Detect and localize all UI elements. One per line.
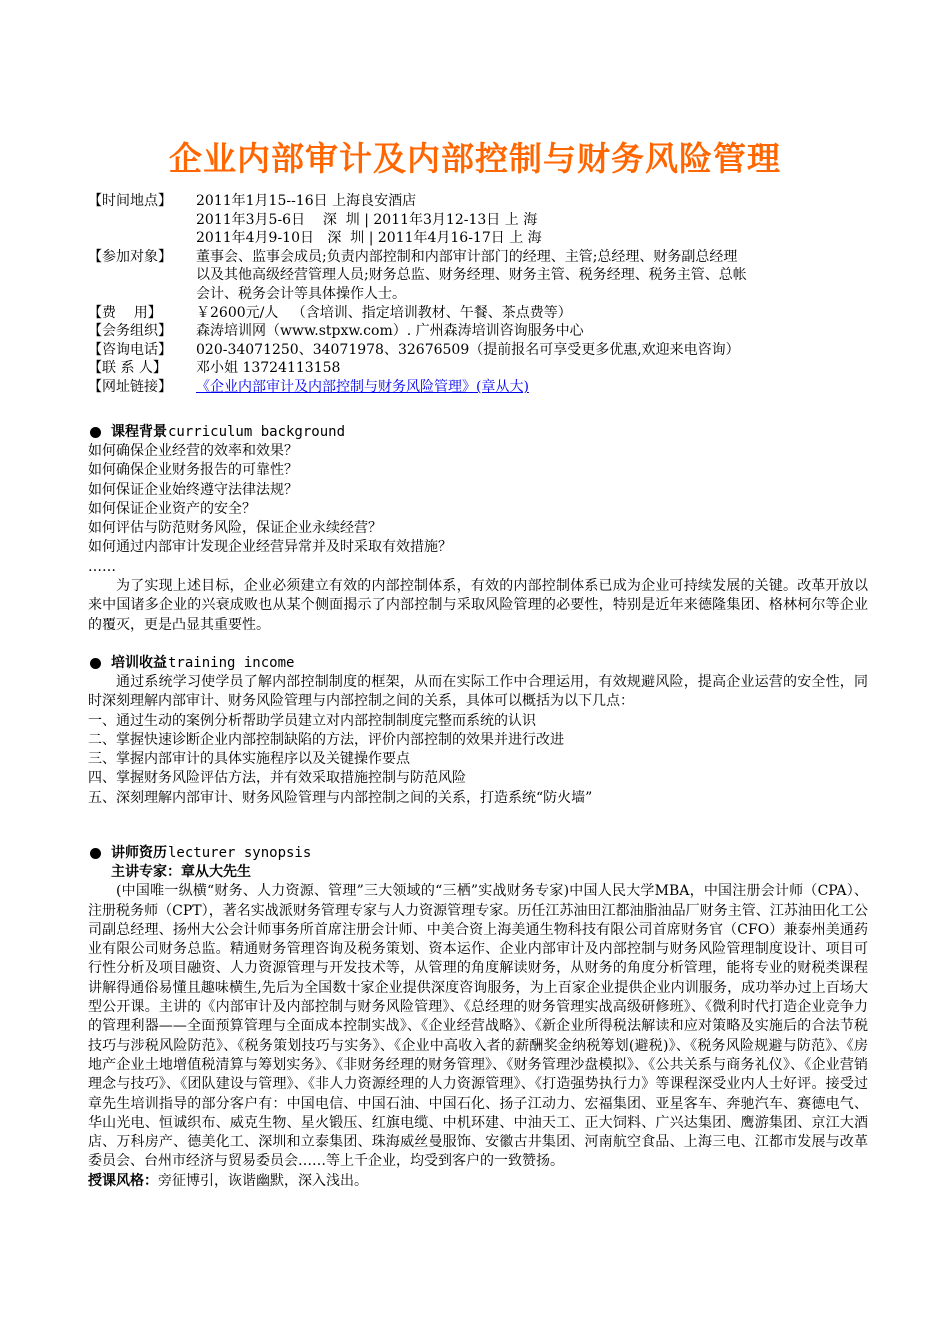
- style-label: 授课风格：: [88, 1172, 158, 1189]
- info-row-audience: [88, 248, 878, 304]
- organizer-value: 森涛培训网（www.stpxw.com）. 广州森涛培训咨询服务中心: [196, 323, 584, 340]
- course-info: [88, 192, 878, 397]
- question-item: 如何确保企业财务报告的可靠性？: [88, 462, 298, 479]
- info-row-fee: [88, 304, 878, 323]
- info-label: 【参加对象】: [88, 248, 172, 265]
- section-title: 讲师资历: [111, 844, 167, 861]
- info-label: 【咨询电话】: [88, 341, 172, 358]
- section-benefits: [88, 654, 868, 808]
- time-line: 2011年1月15--16日 上海良安酒店: [196, 193, 417, 209]
- time-line: 2011年3月5-6日 深 圳 | 2011年3月12-13日 上 海: [196, 211, 538, 228]
- info-row-organizer: [88, 322, 878, 341]
- course-link[interactable]: 《企业内部审计及内部控制与财务风险管理》(章从大): [196, 378, 529, 395]
- benefit-item: 三、掌握内部审计的具体实施程序以及关键操作要点: [88, 751, 410, 768]
- info-row-phone: [88, 341, 878, 360]
- fee-value: ￥2600元/人 （含培训、指定培训教材、午餐、茶点费等）: [196, 304, 572, 321]
- question-item: 如何保证企业始终遵守法律法规？: [88, 481, 298, 498]
- info-label: 【时间地点】: [88, 193, 172, 209]
- info-label: 【费 用】: [88, 304, 162, 321]
- section-heading: [88, 423, 868, 442]
- question-item: 如何评估与防范财务风险，保证企业永续经营？: [88, 520, 382, 537]
- section-title-en: curriculum background: [168, 423, 346, 440]
- style-value: 旁征博引，诙谐幽默，深入浅出。: [158, 1172, 368, 1189]
- lecturer-bio: (中国唯一纵横“财务、人力资源、管理”三大领域的“三栖”实战财务专家)中国人民大学MBA，中国注册会计师（CPA）、注册税务师（CPT），著名实战派财务管理专家与人力资源管理专家。历任江苏油田江都油脂油品厂财务主管、江苏油田化工公司副总经理、扬州大公会计师事务所首席注册会计师、中美合资上海美通生物科技有限公司首席财务官（CFO）兼泰州美通药业有限公司财务总监。精通财务管理咨询及税务策划、资本运作、企业内部审计及内部控制与财务风险管理制度设计、项目可行性分析及项目融资、人力资源管理与开发技术等，从管理的角度解读财务，从财务的角度分析管理，能将专业的财税类课程讲解得通俗易懂且趣味横生,先后为全国数十家企业提供深度咨询服务，为上百家企业提供企业内训服务，成功举办过上百场大型公开课。主讲的《内部审计及内部控制与财务风险管理》、《总经理的财务管理实战高级研修班》、《微利时代打造企业竞争力的管理利器——全面预算管理与全面成本控制实战》、《企业经营战略》、《新企业所得税法解读和应对策略及实施后的合法节税技巧与涉税风险防范》、《税务策划技巧与实务》、《企业中高收入者的薪酬奖金纳税筹划(避税)》、《税务风险规避与防范》、《房地产企业土地增值税清算与筹划实务》、《非财务经理的财务管理》、《财务管理沙盘模拟》、《公共关系与商务礼仪》、《企业营销理念与技巧》、《团队建设与管理》、《非人力资源经理的人力资源管理》、《打造强势执行力》等课程深受业内人士好评。接受过章先生培训指导的部分客户有：中国电信、中国石油、中国石化、扬子江动力、宏福集团、亚星客车、奔驰汽车、赛德电气、华山光电、恒诚织布、威克生物、星火锻压、红旗电缆、中机环建、中油天工、正大饲料、广兴达集团、鹰游集团、京江大酒店、万科房产、德美化工、深圳和立泰集团、珠海威丝曼服饰、安徽古井集团、河南航空食品、上海三电、江都市发展与改革委员会、台州市经济与贸易委员会……等上千企业，均受到客户的一致赞扬。: [88, 883, 868, 1170]
- info-row-link: [88, 378, 878, 397]
- section-title-en: training income: [168, 654, 295, 671]
- bullet-icon: [90, 427, 101, 438]
- time-line: 2011年4月9-10日 深 圳 | 2011年4月16-17日 上 海: [196, 230, 542, 247]
- benefit-item: 四、掌握财务风险评估方法，并有效采取措施控制与防范风险: [88, 770, 466, 787]
- benefits-paragraph: 通过系统学习使学员了解内部控制制度的框架，从而在实际工作中合理运用，有效规避风险，提高企业运营的安全性，同时深刻理解内部审计、财务风险管理与内部控制之间的关系，具体可以概括为以下几点：: [88, 674, 868, 710]
- audience-line: 董事会、监事会成员;负责内部控制和内部审计部门的经理、主管;总经理、财务副总经理: [196, 248, 738, 265]
- contact-value: 邓小姐 13724113158: [196, 360, 341, 377]
- section-title-en: lecturer synopsis: [168, 844, 312, 861]
- question-item: 如何通过内部审计发现企业经营异常并及时采取有效措施？: [88, 539, 452, 556]
- info-label: 【网址链接】: [88, 378, 172, 395]
- benefit-item: 一、通过生动的案例分析帮助学员建立对内部控制制度完整而系统的认识: [88, 712, 536, 729]
- info-row-time: [88, 192, 878, 248]
- section-background: [88, 423, 868, 635]
- benefit-item: 二、掌握快速诊断企业内部控制缺陷的方法，评价内部控制的效果并进行改进: [88, 731, 564, 748]
- section-title: 课程背景: [111, 423, 167, 440]
- info-label: 【会务组织】: [88, 323, 172, 340]
- audience-line: 会计、税务会计等具体操作人士。: [196, 285, 406, 302]
- section-lecturer: [88, 844, 868, 1191]
- benefit-item: 五、深刻理解内部审计、财务风险管理与内部控制之间的关系，打造系统“防火墙”: [88, 789, 593, 806]
- section-heading: [88, 844, 868, 863]
- expert-name: 主讲专家：章从大先生: [111, 864, 251, 880]
- page-title: 企业内部审计及内部控制与财务风险管理: [169, 139, 781, 178]
- background-paragraph: 为了实现上述目标，企业必须建立有效的内部控制体系，有效的内部控制体系已成为企业可持续发展的关键。改革开放以来中国诸多企业的兴衰成败也从某个侧面揭示了内部控制与采取风险管理的必要性，特别是近年来德隆集团、格林柯尔等企业的覆灭，更是凸显其重要性。: [88, 578, 868, 633]
- info-label: 【联 系 人】: [88, 360, 167, 377]
- bullet-icon: [90, 848, 101, 859]
- audience-line: 以及其他高级经营管理人员;财务总监、财务经理、财务主管、税务经理、税务主管、总帐: [196, 267, 747, 284]
- question-item: ……: [88, 558, 116, 575]
- question-item: 如何保证企业资产的安全？: [88, 500, 256, 517]
- question-item: 如何确保企业经营的效率和效果？: [88, 443, 298, 459]
- teaching-style: [88, 1172, 868, 1191]
- section-title: 培训收益: [111, 654, 167, 671]
- bullet-icon: [90, 658, 101, 669]
- phone-value: 020-34071250、34071978、32676509（提前报名可享受更多优惠,欢迎来电咨询）: [196, 341, 740, 358]
- section-heading: [88, 654, 868, 673]
- info-row-contact: [88, 359, 878, 378]
